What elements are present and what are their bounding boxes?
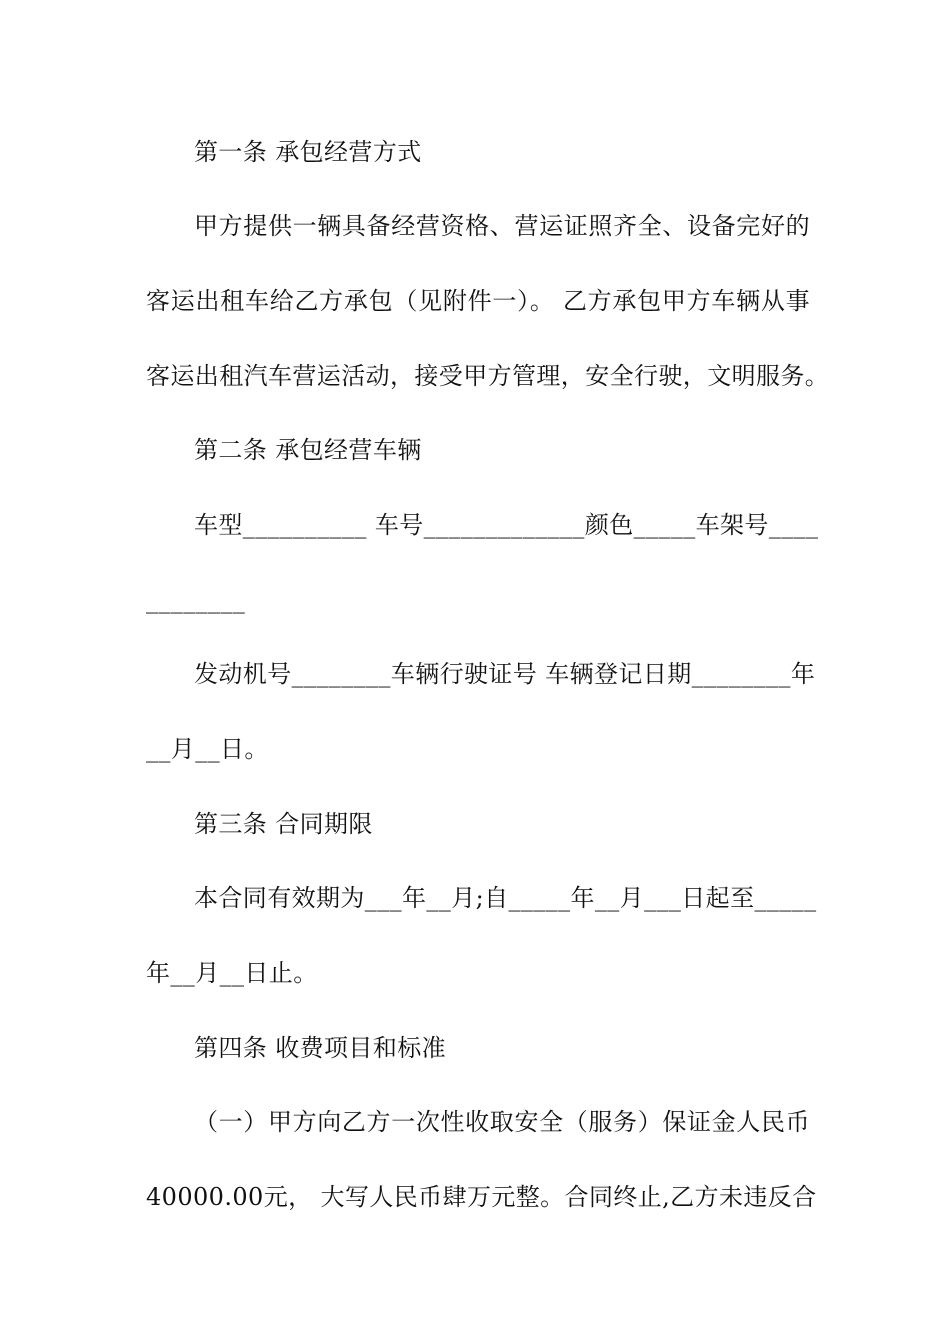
article-1-paragraph-line-1: 甲方提供一辆具备经营资格、营运证照齐全、设备完好的	[194, 212, 810, 240]
contract-term-line-2: 年__月__日止。	[146, 959, 318, 987]
article-1-paragraph-line-3: 客运出租汽车营运活动，接受甲方管理，安全行驶，文明服务。	[146, 362, 830, 390]
contract-term-line-1: 本合同有效期为___年__月;自_____年__月___日起至_____	[194, 884, 817, 912]
vehicle-info-line-3: 发动机号________车辆行驶证号 车辆登记日期________年	[194, 660, 816, 688]
fee-line-1: （一）甲方向乙方一次性收取安全（服务）保证金人民币	[194, 1108, 810, 1136]
article-1-heading: 第一条 承包经营方式	[194, 138, 422, 166]
vehicle-info-line-1: 车型__________ 车号_____________颜色_____车架号____	[194, 511, 819, 539]
vehicle-info-line-2: ________	[146, 586, 246, 614]
fee-line-2: 40000.00元， 大写人民币肆万元整。合同终止,乙方未违反合	[146, 1183, 817, 1211]
article-3-heading: 第三条 合同期限	[194, 810, 373, 838]
vehicle-info-line-4: __月__日。	[146, 735, 269, 763]
article-1-paragraph-line-2: 客运出租车给乙方承包（见附件一）。 乙方承包甲方车辆从事	[146, 287, 810, 315]
article-2-heading: 第二条 承包经营车辆	[194, 436, 422, 464]
article-4-heading: 第四条 收费项目和标准	[194, 1034, 447, 1062]
